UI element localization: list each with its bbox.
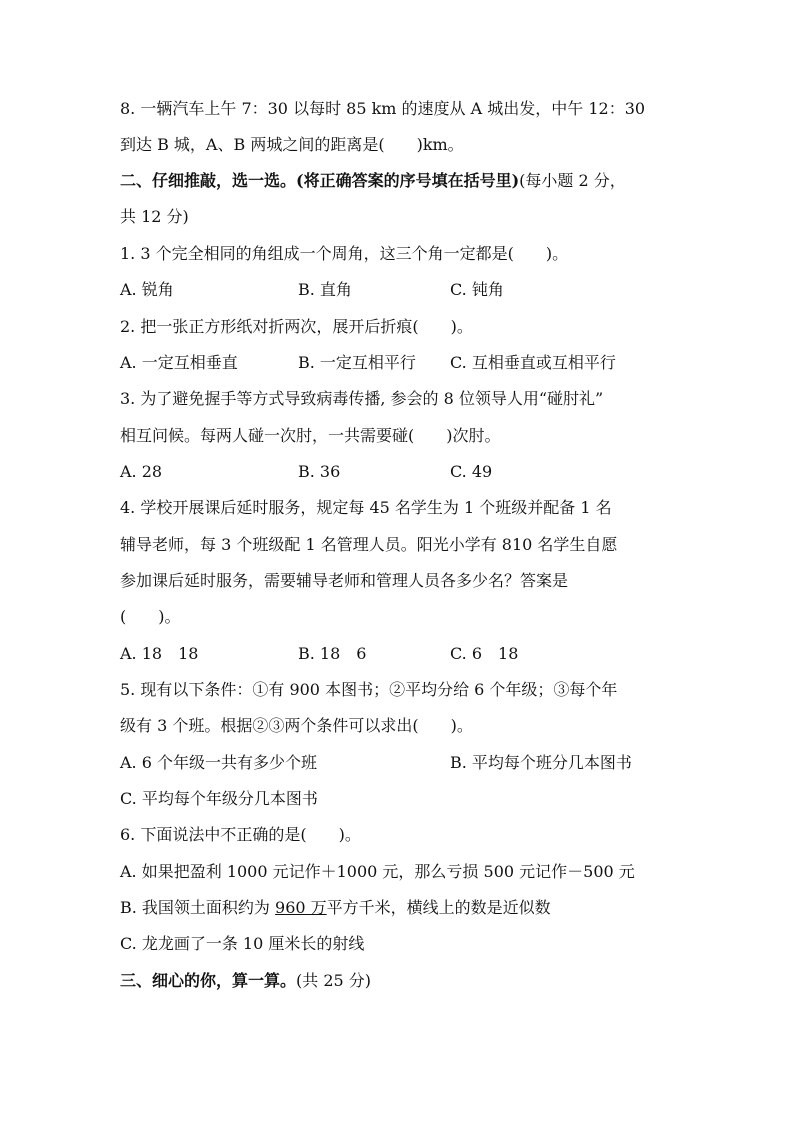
- section2-heading-note: (每小题 2 分，: [519, 171, 626, 190]
- section3-heading-note: (共 25 分): [296, 971, 372, 990]
- q6-option-b-prefix: B. 我国领土面积约为: [120, 898, 276, 917]
- q3-option-a: A. 28: [120, 462, 163, 481]
- q5-option-a: A. 6 个年级一共有多少个班: [120, 753, 317, 772]
- q6-option-c: C. 龙龙画了一条 10 厘米长的射线: [120, 934, 365, 953]
- q3-stem-line-2: 相互问候。每两人碰一次肘，一共需要碰( )次肘。: [120, 426, 501, 445]
- q8-line-2: 到达 B 城，A、B 两城之间的距离是( )km。: [120, 135, 464, 154]
- section2-heading: [120, 169, 626, 193]
- q5-option-b: B. 平均每个班分几本图书: [450, 753, 632, 772]
- q5-stem-line-1: 5. 现有以下条件：①有 900 本图书；②平均分给 6 个年级；③每个年: [120, 680, 618, 699]
- q4-stem-line-2: 辅导老师，每 3 个班级配 1 名管理人员。阳光小学有 810 名学生自愿: [120, 535, 618, 554]
- q1-stem: 1. 3 个完全相同的角组成一个周角，这三个角一定都是( )。: [120, 244, 569, 263]
- q6-stem: 6. 下面说法中不正确的是( )。: [120, 825, 361, 844]
- q5-stem-line-2: 级有 3 个班。根据②③两个条件可以求出( )。: [120, 716, 473, 735]
- q2-option-c: C. 互相垂直或互相平行: [450, 353, 616, 372]
- q1-option-a: A. 锐角: [120, 280, 174, 299]
- q6-option-b-underlined: 960 万: [275, 898, 327, 917]
- q2-option-a: A. 一定互相垂直: [120, 353, 238, 372]
- q1-option-c: C. 钝角: [450, 280, 504, 299]
- q6-option-b-suffix: 平方千米，横线上的数是近似数: [326, 898, 551, 917]
- q2-option-b: B. 一定互相平行: [298, 353, 416, 372]
- section2-heading-line2: 共 12 分): [120, 207, 189, 226]
- q6-option-a: A. 如果把盈利 1000 元记作＋1000 元，那么亏损 500 元记作－500 元: [120, 862, 635, 881]
- q4-stem-line-3: 参加课后延时服务，需要辅导老师和管理人员各多少名？答案是: [120, 571, 569, 590]
- q4-option-b: B. 18 6: [298, 644, 367, 663]
- q4-stem-line-4: ( )。: [120, 607, 181, 626]
- q4-stem-line-1: 4. 学校开展课后延时服务，规定每 45 名学生为 1 个班级并配备 1 名: [120, 498, 612, 517]
- q4-option-a: A. 18 18: [120, 644, 199, 663]
- section3-heading-title: 三、细心的你，算一算。: [120, 971, 297, 990]
- q4-option-c: C. 6 18: [450, 644, 519, 663]
- section3-heading: [120, 969, 371, 993]
- section2-heading-title: 二、仔细推敲，选一选。(将正确答案的序号填在括号里): [120, 171, 520, 190]
- q3-option-b: B. 36: [298, 462, 341, 481]
- q3-stem-line-1: 3. 为了避免握手等方式导致病毒传播, 参会的 8 位领导人用“碰肘礼”: [120, 389, 604, 408]
- q8-line-1: 8. 一辆汽车上午 7：30 以每时 85 km 的速度从 A 城出发，中午 12：30: [120, 99, 646, 118]
- q1-option-b: B. 直角: [298, 280, 352, 299]
- q3-option-c: C. 49: [450, 462, 493, 481]
- q5-option-c: C. 平均每个年级分几本图书: [120, 789, 318, 808]
- q2-stem: 2. 把一张正方形纸对折两次，展开后折痕( )。: [120, 317, 473, 336]
- q6-option-b: [120, 896, 551, 920]
